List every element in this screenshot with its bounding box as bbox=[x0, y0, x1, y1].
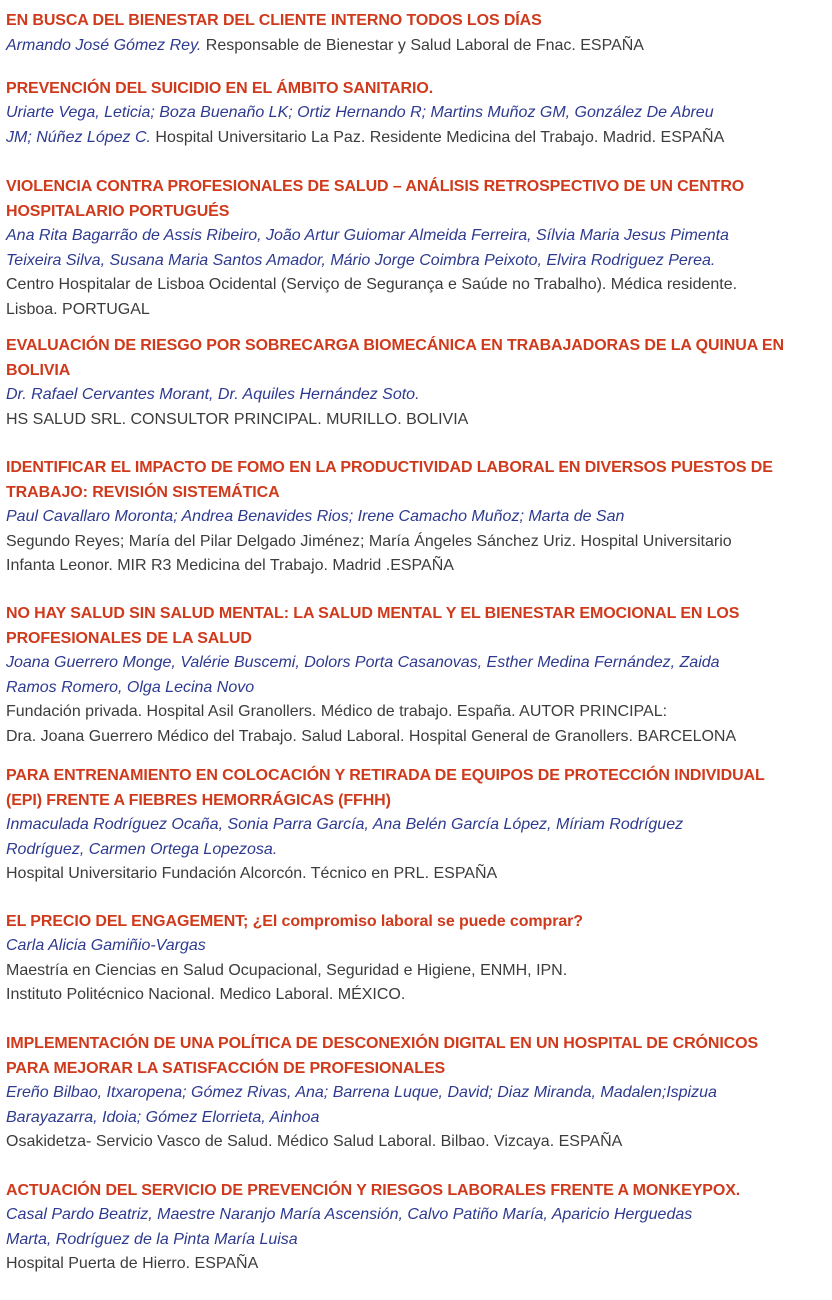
entry-affiliation: HS SALUD SRL. CONSULTOR PRINCIPAL. MURILLO. BOLIVIA bbox=[6, 410, 469, 428]
entry-affiliation: Osakidetza- Servicio Vasco de Salud. Médico Salud Laboral. Bilbao. Vizcaya. ESPAÑA bbox=[6, 1133, 623, 1150]
entry-title: EVALUACIÓN DE RIESGO POR SOBRECARGA BIOMECÁNICA EN TRABAJADORAS DE LA QUINUA EN BOLIVIA bbox=[6, 337, 784, 379]
entry-title: VIOLENCIA CONTRA PROFESIONALES DE SALUD – ANÁLISIS RETROSPECTIVO DE UN CENTRO HOSPITALARIO PORTUGUÉS bbox=[6, 178, 745, 220]
entry-affiliation: Centro Hospitalar de Lisboa Ocidental (Serviço de Segurança e Saúde no Trabalho). Médica residente. Lisboa. PORTUGAL bbox=[6, 276, 738, 318]
entry-authors: Ereño Bilbao, Itxaropena; Gómez Rivas, Ana; Barrena Luque, David; Diaz Miranda, Madalen;Ispizua Barayazarra, Idoia; Gómez Elorrieta, Ainhoa bbox=[6, 1084, 717, 1126]
entry-authors: Carla Alicia Gamiñio-Vargas bbox=[6, 937, 206, 954]
entry-authors: Inmaculada Rodríguez Ocaña, Sonia Parra García, Ana Belén García López, Míriam Rodríguez Rodríguez, Carmen Ortega Lopezosa. bbox=[6, 816, 684, 858]
entry-title: PARA ENTRENAMIENTO EN COLOCACIÓN Y RETIRADA DE EQUIPOS DE PROTECCIÓN INDIVIDUAL (EPI) FRENTE A FIEBRES HEMORRÁGICAS (FFHH) bbox=[6, 767, 765, 809]
entry-title: IDENTIFICAR EL IMPACTO DE FOMO EN LA PRODUCTIVIDAD LABORAL EN DIVERSOS PUESTOS DE TRABAJO: REVISIÓN SISTEMÁTICA bbox=[6, 459, 773, 501]
entry-5 bbox=[6, 455, 830, 579]
entry-2 bbox=[6, 76, 830, 150]
entry-authors: Armando José Gómez Rey. bbox=[6, 37, 202, 54]
entry-title: ACTUACIÓN DEL SERVICIO DE PREVENCIÓN Y RIESGOS LABORALES FRENTE A MONKEYPOX. bbox=[6, 1182, 741, 1199]
entry-8 bbox=[6, 909, 830, 1008]
entry-authors: Casal Pardo Beatriz, Maestre Naranjo María Ascensión, Calvo Patiño María, Aparicio Herguedas Marta, Rodríguez de la Pinta María Luisa bbox=[6, 1206, 693, 1248]
entry-authors-cont: JM; Núñez López C. bbox=[6, 128, 151, 146]
entry-affiliation: Hospital Universitario Fundación Alcorcón. Técnico en PRL. ESPAÑA bbox=[6, 865, 498, 882]
entry-title: EL PRECIO DEL ENGAGEMENT; ¿El compromiso laboral se puede comprar? bbox=[6, 913, 583, 930]
entry-authors: Dr. Rafael Cervantes Morant, Dr. Aquiles Hernández Soto. bbox=[6, 386, 420, 403]
entry-9 bbox=[6, 1031, 830, 1155]
entry-title: NO HAY SALUD SIN SALUD MENTAL: LA SALUD MENTAL Y EL BIENESTAR EMOCIONAL EN LOS PROFESIONALES DE LA SALUD bbox=[6, 605, 740, 647]
entry-title: PREVENCIÓN DEL SUICIDIO EN EL ÁMBITO SANITARIO. bbox=[6, 80, 434, 97]
entry-affiliation: Responsable de Bienestar y Salud Laboral de Fnac. ESPAÑA bbox=[201, 37, 644, 54]
entry-4 bbox=[6, 333, 830, 432]
entry-authors: Joana Guerrero Monge, Valérie Buscemi, Dolors Porta Casanovas, Esther Medina Fernández, Zaida Ramos Romero, Olga Lecina Novo bbox=[6, 654, 720, 696]
entry-3 bbox=[6, 174, 830, 322]
entry-1 bbox=[6, 8, 830, 59]
entry-title: IMPLEMENTACIÓN DE UNA POLÍTICA DE DESCONEXIÓN DIGITAL EN UN HOSPITAL DE CRÓNICOS PARA MEJORAR LA SATISFACCIÓN DE PROFESIONALES bbox=[6, 1035, 759, 1077]
entry-affiliation: Hospital Puerta de Hierro. ESPAÑA bbox=[6, 1255, 259, 1272]
entry-affiliation: Fundación privada. Hospital Asil Granollers. Médico de trabajo. España. AUTOR PRINCIPAL: Dra. Joana Guerrero Médico del Trabajo. Salud Laboral. Hospital General de Granollers. BARCELONA bbox=[6, 703, 737, 745]
entry-affiliation: Hospital Universitario La Paz. Residente Medicina del Trabajo. Madrid. ESPAÑA bbox=[150, 128, 725, 146]
entry-authors: Uriarte Vega, Leticia; Boza Buenaño LK; Ortiz Hernando R; Martins Muñoz GM, González De Abreu bbox=[6, 104, 714, 121]
entry-title: EN BUSCA DEL BIENESTAR DEL CLIENTE INTERNO TODOS LOS DÍAS bbox=[6, 12, 542, 29]
entry-authors: Paul Cavallaro Moronta; Andrea Benavides Rios; Irene Camacho Muñoz; Marta de San bbox=[6, 508, 625, 525]
entry-affiliation: Segundo Reyes; María del Pilar Delgado Jiménez; María Ángeles Sánchez Uriz. Hospital Universitario Infanta Leonor. MIR R3 Medicina del Trabajo. Madrid .ESPAÑA bbox=[6, 532, 732, 574]
entry-authors: Ana Rita Bagarrão de Assis Ribeiro, João Artur Guiomar Almeida Ferreira, Sílvia Maria Jesus Pimenta Teixeira Silva, Susana Maria Santos Amador, Mário Jorge Coimbra Peixoto, Elvira Rodriguez Perea. bbox=[6, 227, 729, 269]
entry-10 bbox=[6, 1178, 830, 1277]
entry-6 bbox=[6, 601, 830, 749]
entry-affiliation: Maestría en Ciencias en Salud Ocupacional, Seguridad e Higiene, ENMH, IPN. Instituto Politécnico Nacional. Medico Laboral. MÉXICO. bbox=[6, 961, 568, 1003]
entry-7 bbox=[6, 763, 830, 887]
